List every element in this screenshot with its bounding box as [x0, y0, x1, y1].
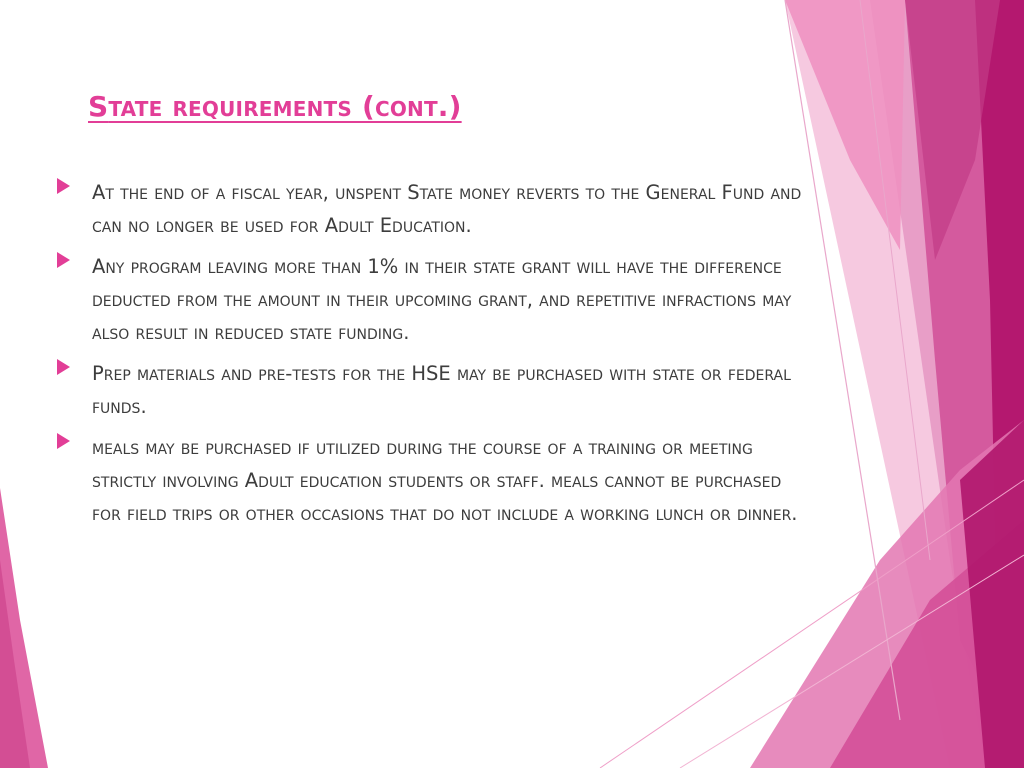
bullet-list [56, 176, 816, 530]
bullet-arrow-icon [57, 252, 70, 268]
slide-title-initial: s [88, 80, 109, 126]
bullet-text: meals may be purchased if utilized during the course of a training or meeting strictly involving Adult education students or staff. meals cannot be purchased for field trips or other occasions that do not include a working lunch or dinner. [92, 436, 798, 525]
bullet-text: At the end of a fiscal year, unspent State money reverts to the General Fund and can no longer be used for Adult Education. [92, 181, 802, 237]
slide-title-rest: tate requirements (cont.) [108, 90, 462, 123]
bullet-text: Prep materials and pre-tests for the HSE may be purchased with state or federal funds. [92, 362, 791, 418]
bullet-item-grant-deduction [56, 250, 816, 349]
bullet-arrow-icon [57, 178, 70, 194]
bullet-item-meals [56, 431, 816, 530]
bullet-item-prep-materials [56, 357, 816, 423]
bullet-item-fiscal-year [56, 176, 816, 242]
bullet-arrow-icon [57, 359, 70, 375]
bullet-arrow-icon [57, 433, 70, 449]
slide-title [88, 80, 462, 126]
bullet-text: Any program leaving more than 1% in their state grant will have the difference deducted from the amount in their upcoming grant, and repetitive infractions may also result in reduced state funding. [92, 255, 792, 344]
